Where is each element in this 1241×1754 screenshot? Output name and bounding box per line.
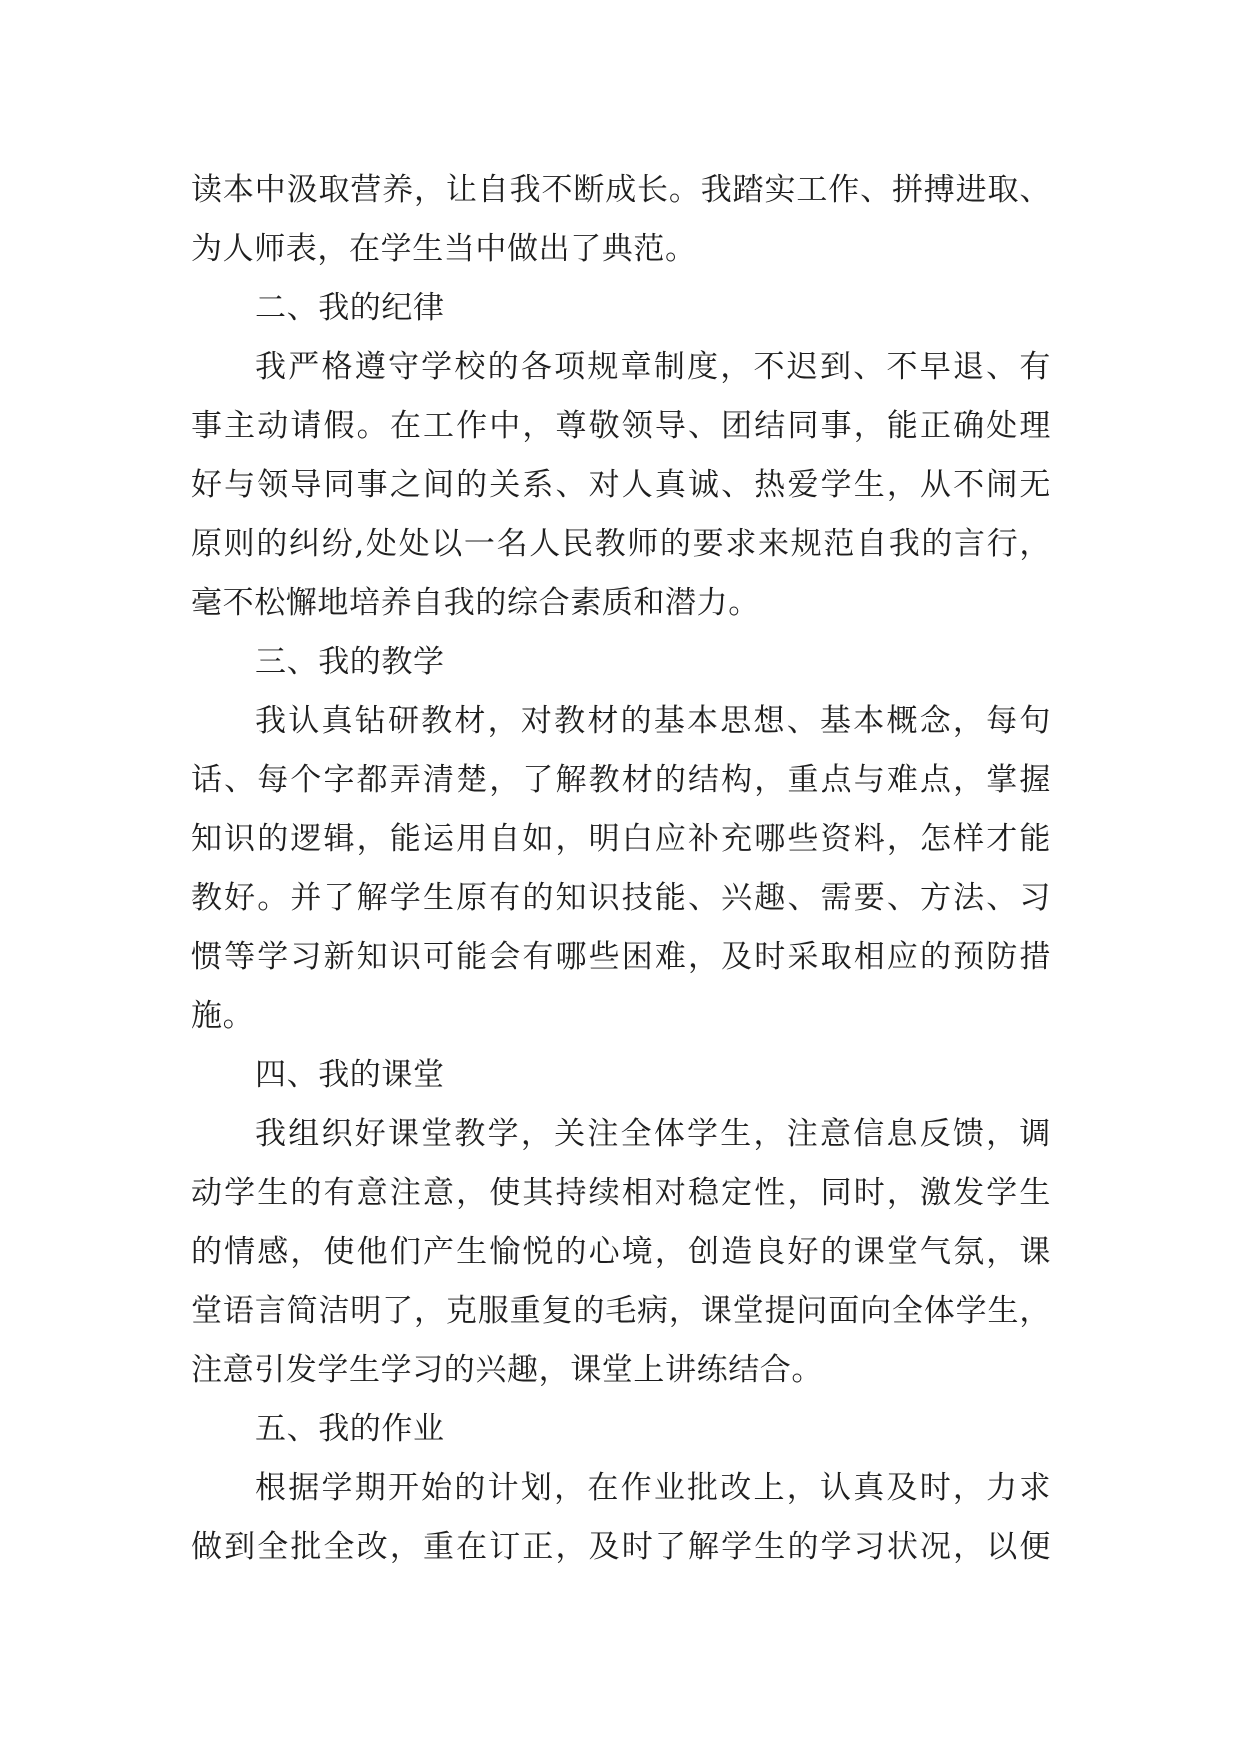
paragraph-line: 我认真钻研教材，对教材的基本思想、基本概念，每句	[255, 703, 1051, 739]
paragraph-line: 做到全批全改，重在订正，及时了解学生的学习状况，以便	[191, 1529, 1051, 1565]
paragraph-line: 惯等学习新知识可能会有哪些困难，及时采取相应的预防措	[191, 939, 1051, 975]
paragraph-line: 为人师表，在学生当中做出了典范。	[191, 231, 697, 267]
paragraph-line: 知识的逻辑，能运用自如，明白应补充哪些资料，怎样才能	[191, 821, 1051, 857]
paragraph-line: 好与领导同事之间的关系、对人真诚、热爱学生，从不闹无	[191, 467, 1051, 503]
paragraph-line: 注意引发学生学习的兴趣，课堂上讲练结合。	[191, 1352, 823, 1388]
paragraph-line: 毫不松懈地培养自我的综合素质和潜力。	[191, 585, 760, 621]
paragraph-line: 根据学期开始的计划，在作业批改上，认真及时，力求	[255, 1470, 1051, 1506]
paragraph-line: 我组织好课堂教学，关注全体学生，注意信息反馈，调	[255, 1116, 1051, 1152]
section-heading: 五、我的作业	[255, 1411, 445, 1447]
document-body	[191, 161, 1051, 1577]
paragraph-line: 我严格遵守学校的各项规章制度，不迟到、不早退、有	[255, 349, 1051, 385]
paragraph-line: 事主动请假。在工作中，尊敬领导、团结同事，能正确处理	[191, 408, 1051, 444]
paragraph-line: 动学生的有意注意，使其持续相对稳定性，同时，激发学生	[191, 1175, 1051, 1211]
paragraph-line: 的情感，使他们产生愉悦的心境，创造良好的课堂气氛，课	[191, 1234, 1051, 1270]
paragraph-line: 教好。并了解学生原有的知识技能、兴趣、需要、方法、习	[191, 880, 1051, 916]
paragraph-line: 原则的纠纷,处处以一名人民教师的要求来规范自我的言行，	[191, 526, 1051, 562]
section-heading: 四、我的课堂	[255, 1057, 445, 1093]
paragraph-line: 施。	[191, 998, 255, 1034]
paragraph-line: 话、每个字都弄清楚，了解教材的结构，重点与难点，掌握	[191, 762, 1051, 798]
section-heading: 三、我的教学	[255, 644, 445, 680]
paragraph-line: 读本中汲取营养，让自我不断成长。我踏实工作、拼搏进取、	[191, 172, 1051, 208]
section-heading: 二、我的纪律	[255, 290, 445, 326]
paragraph-line: 堂语言简洁明了，克服重复的毛病，课堂提问面向全体学生，	[191, 1293, 1051, 1329]
